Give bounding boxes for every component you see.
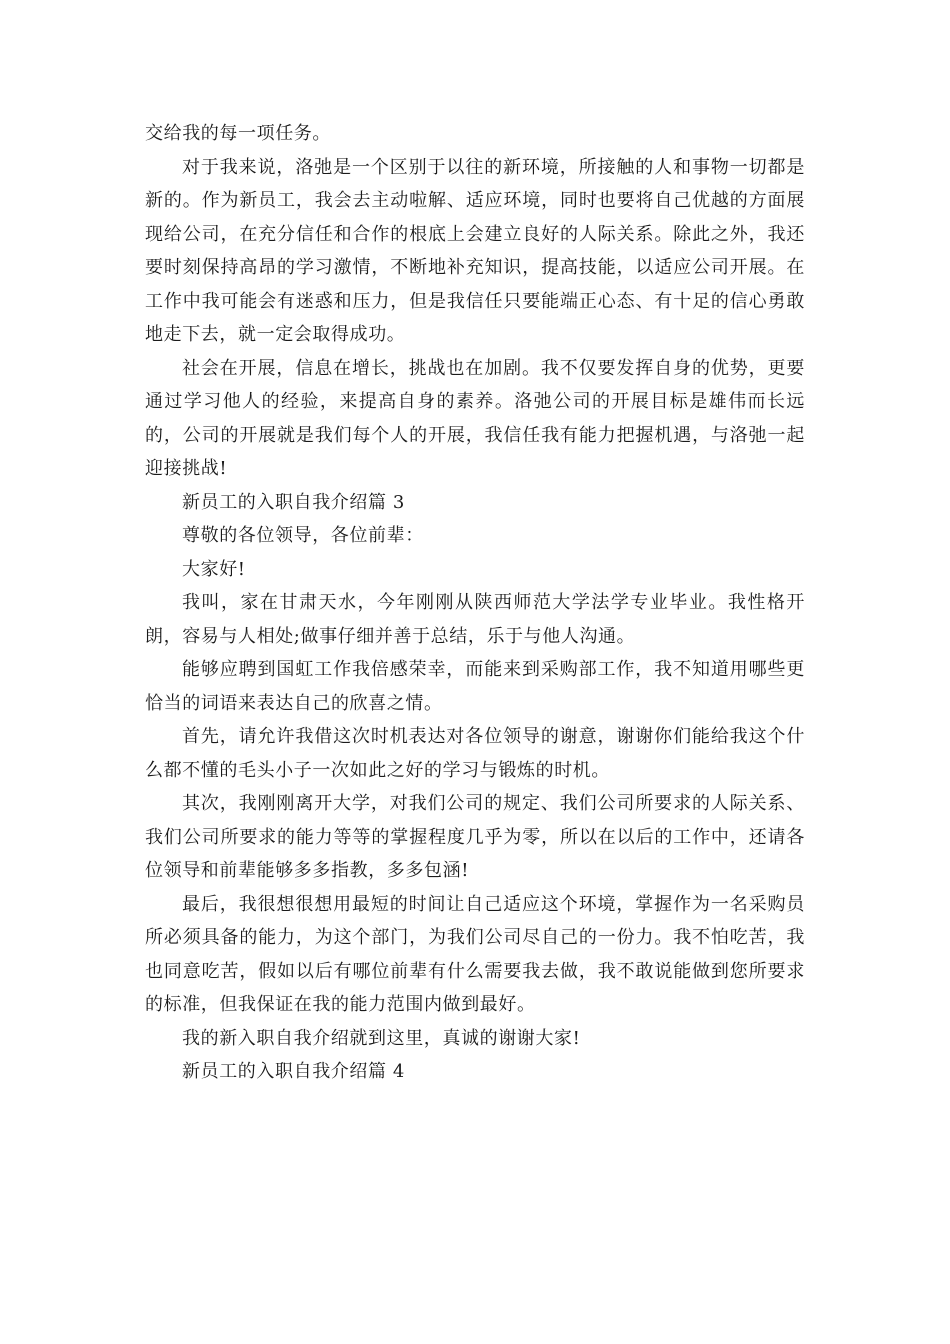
paragraph: 其次，我刚刚离开大学，对我们公司的规定、我们公司所要求的人际关系、我们公司所要求的能力等等的掌握程度几乎为零，所以在以后的工作中，还请各位领导和前辈能够多多指教，多多包涵! <box>145 793 805 881</box>
closing-line: 我的新入职自我介绍就到这里，真诚的谢谢大家! <box>182 1027 581 1049</box>
greeting: 大家好! <box>182 558 246 580</box>
salutation: 尊敬的各位领导，各位前辈： <box>182 525 424 546</box>
section-heading: 新员工的入职自我介绍篇 3 <box>182 491 405 513</box>
paragraph: 我叫，家在甘肃天水，今年刚刚从陕西师范大学法学专业毕业。我性格开朗，容易与人相处;做事仔细并善于总结，乐于与他人沟通。 <box>145 592 805 647</box>
paragraph: 能够应聘到国虹工作我倍感荣幸，而能来到采购部工作，我不知道用哪些更恰当的词语来表达自己的欣喜之情。 <box>145 659 805 714</box>
document-body <box>145 117 805 1089</box>
section-heading: 新员工的入职自我介绍篇 4 <box>182 1061 405 1082</box>
paragraph: 对于我来说，洛弛是一个区别于以往的新环境，所接触的人和事物一切都是新的。作为新员工，我会去主动啦解、适应环境，同时也要将自己优越的方面展现给公司，在充分信任和合作的根底上会建立良好的人际关系。除此之外，我还要时刻保持高昂的学习激情，不断地补充知识，提高技能，以适应公司开展。在工作中我可能会有迷惑和压力，但是我信任只要能端正心态、有十足的信心勇敢地走下去，就一定会取得成功。 <box>145 156 805 345</box>
paragraph-continuation: 交给我的每一项任务。 <box>145 123 331 144</box>
paragraph: 首先，请允许我借这次时机表达对各位领导的谢意，谢谢你们能给我这个什么都不懂的毛头小子一次如此之好的学习与锻炼的时机。 <box>145 726 805 781</box>
paragraph: 最后，我很想很想用最短的时间让自己适应这个环境，掌握作为一名采购员所必须具备的能力，为这个部门，为我们公司尽自己的一份力。我不怕吃苦，我也同意吃苦，假如以后有哪位前辈有什么需要我去做，我不敢说能做到您所要求的标准，但我保证在我的能力范围内做到最好。 <box>145 893 805 1015</box>
paragraph: 社会在开展，信息在增长，挑战也在加剧。我不仅要发挥自身的优势，更要通过学习他人的经验，来提高自身的素养。洛弛公司的开展目标是雄伟而长远的，公司的开展就是我们每个人的开展，我信任我有能力把握机遇，与洛弛一起迎接挑战! <box>145 357 805 479</box>
